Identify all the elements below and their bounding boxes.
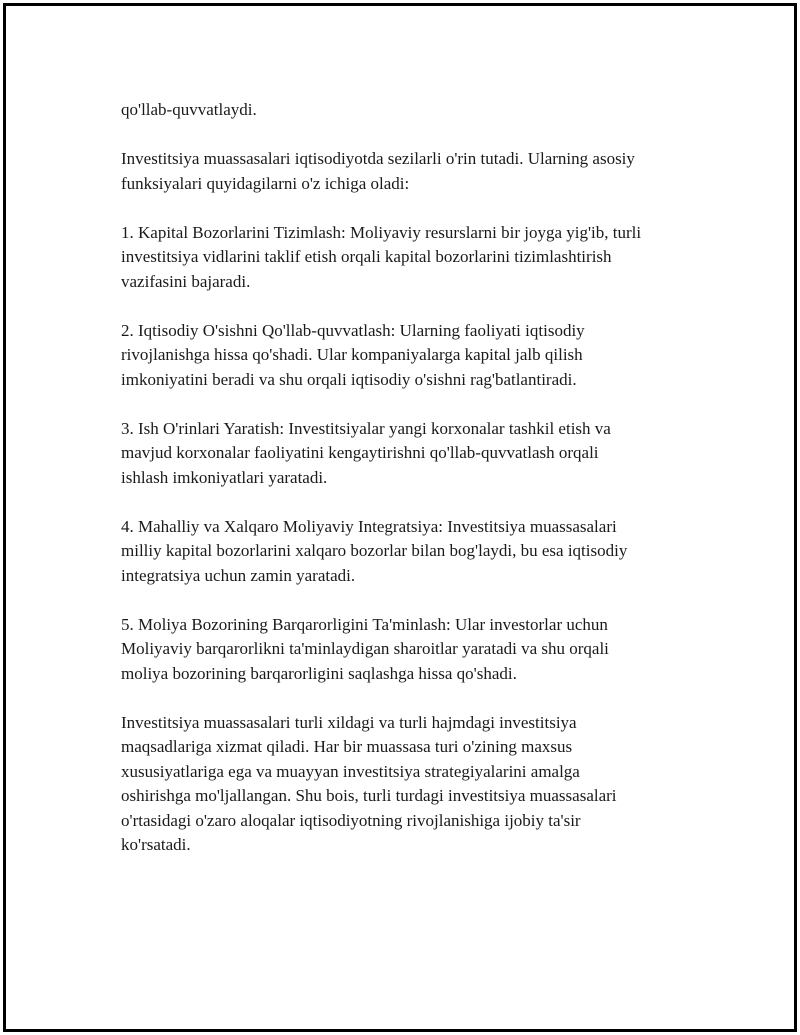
list-item-3 [121, 417, 701, 491]
text-line: moliya bozorining barqarorligini saqlashga hissa qo'shadi. [121, 663, 517, 683]
paragraph-continuation [121, 98, 701, 123]
document-body [121, 98, 701, 882]
text-line: maqsadlariga xizmat qiladi. Har bir muassasa turi o'zining maxsus [121, 737, 573, 756]
text-line: funksiyalari quyidagilarni o'z ichiga oladi: [121, 173, 410, 193]
text-line: oshirishga mo'ljallangan. Shu bois, turli turdagi investitsiya muassasalari [121, 786, 617, 805]
list-item-2 [121, 319, 701, 393]
text-line: 4. Mahalliy va Xalqaro Moliyaviy Integratsiya: Investitsiya muassasalari [121, 516, 617, 536]
text-line: 2. Iqtisodiy O'sishni Qo'llab-quvvatlash: Ularning faoliyati iqtisodiy [121, 320, 585, 340]
text-line: integratsiya uchun zamin yaratadi. [121, 565, 356, 585]
text-line: ko'rsatadi. [121, 835, 191, 854]
text-line: qo'llab-quvvatlaydi. [121, 100, 257, 119]
text-line: imkoniyatini beradi va shu orqali iqtisodiy o'sishni rag'batlantiradi. [121, 369, 577, 389]
text-line: 1. Kapital Bozorlarini Tizimlash: Moliyaviy resurslarni bir joyga yig'ib, turli [121, 222, 642, 242]
text-line: Investitsiya muassasalari iqtisodiyotda sezilarli o'rin tutadi. Ularning asosiy [121, 149, 635, 168]
text-line: ishlash imkoniyatlari yaratadi. [121, 467, 328, 487]
paragraph-conclusion [121, 711, 701, 858]
text-line: Investitsiya muassasalari turli xildagi va turli hajmdagi investitsiya [121, 712, 577, 732]
list-item-4 [121, 515, 701, 589]
text-line: o'rtasidagi o'zaro aloqalar iqtisodiyotning rivojlanishiga ijobiy ta'sir [121, 810, 581, 830]
text-line: Moliyaviy barqarorlikni ta'minlaydigan sharoitlar yaratadi va shu orqali [121, 639, 609, 658]
text-line: rivojlanishga hissa qo'shadi. Ular kompaniyalarga kapital jalb qilish [121, 345, 583, 364]
text-line: milliy kapital bozorlarini xalqaro bozorlar bilan bog'laydi, bu esa iqtisodiy [121, 541, 628, 560]
text-line: xususiyatlariga ega va muayyan investitsiya strategiyalarini amalga [121, 761, 580, 781]
paragraph-intro [121, 147, 701, 196]
text-line: investitsiya vidlarini taklif etish orqali kapital bozorlarini tizimlashtirish [121, 247, 612, 266]
text-line: mavjud korxonalar faoliyatini kengaytirishni qo'llab-quvvatlash orqali [121, 443, 599, 462]
text-line: 5. Moliya Bozorining Barqarorligini Ta'minlash: Ular investorlar uchun [121, 614, 608, 634]
document-page [3, 3, 797, 1032]
list-item-1 [121, 221, 701, 295]
list-item-5 [121, 613, 701, 687]
text-line: vazifasini bajaradi. [121, 271, 251, 291]
text-line: 3. Ish O'rinlari Yaratish: Investitsiyalar yangi korxonalar tashkil etish va [121, 418, 611, 438]
